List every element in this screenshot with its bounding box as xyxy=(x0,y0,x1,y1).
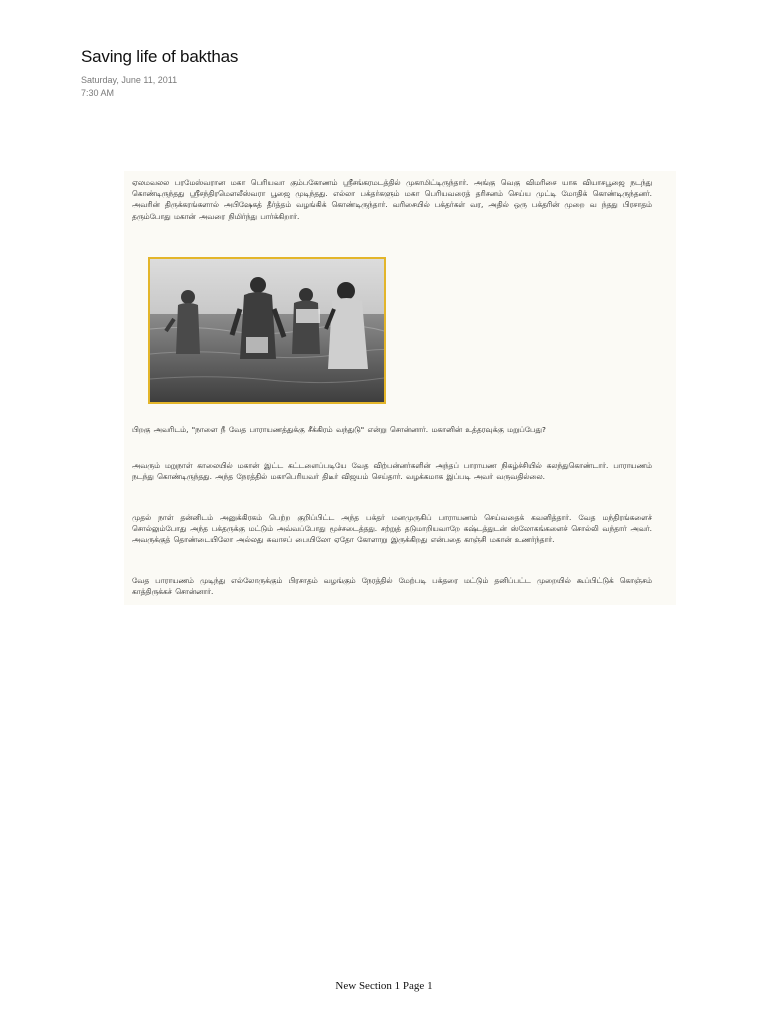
page-time: 7:30 AM xyxy=(81,88,115,98)
article-paragraph-4: முதல் நாள் தன்னிடம் அனுக்கிரகம் பெற்ற குறிப்பிட்ட அந்த பக்தர் மனமுருகிப் பாராயணம் செய்வதைக் கவனித்தார். வேத மந்திரங்களைச் சொல்லும்போது அந்த பக்தருக்கு மட்டும் அவ்வப்போது மூச்சடைத்தது. சற்றுத் தடுமாறியவாறே கஷ்டத்துடன் ஸ்லோகங்களைச் சொல்லி வந்தார் அவர். அவருக்குத் தொண்டையிலோ அல்லது சுவாசப் பையிலோ ஏதோ கோளாறு இருக்கிறது என்பதை காஞ்சி மகான் உணர்ந்தார். xyxy=(132,513,652,545)
page-footer: New Section 1 Page 1 xyxy=(335,980,433,992)
article-paragraph-1: ஏலமவலல பரமேஸ்வரான மகா பெரியவா கும்பகோணம் ஸ்ரீசங்கரமடத்தில் முகாமிட்டிருந்தார். அங்கு வெகு விமரிசை யாக வியாசபூஜை நடந்து கொண்டிருந்தது ஸ்ரீசந்திரமௌலீஸ்வரா பூஜை முடிந்தது. எல்லா பக்தர்களும் மகா பெரியவரைத் தரிசனம் செய்ய முட்டி மோதிக் கொண்டிருந்தனர். அவரின் திருக்கரங்களால் அபிஷேகத் தீர்த்தம் வழங்கிக் கொண்டிருந்தார். வரிசையில் பக்தர்கள் வர, அதில் ஒரு பக்தரின் முறை வ ந்தது பிரசாதம் தரும்போது மகான் அவரை நிமிர்ந்து பார்க்கிறார். xyxy=(132,178,652,221)
article-paragraph-5: வேத பாராயணம் முடிந்து எல்லோருக்கும் பிரசாதம் வழங்கும் நேரத்தில் மேற்படி பக்தரை மட்டும் தனிப்பட்ட முறையில் கூப்பிட்டுக் கொஞ்சம் காத்திருக்கச் சொன்னார். xyxy=(132,576,652,597)
article-scan xyxy=(124,171,676,605)
article-paragraph-2: பிறகு அவரிடம், "நாளை நீ வேத பாராயணத்துக்கு சீக்கிரம் வந்துடு" என்று சொன்னார். மகானின் உத்தரவுக்கு மறுப்பேது? xyxy=(132,425,546,434)
page-title: Saving life of bakthas xyxy=(81,47,239,66)
article-photo xyxy=(148,257,386,404)
page-date: Saturday, June 11, 2011 xyxy=(81,75,178,85)
article-paragraph-3: அவரும் மறுநாள் காலையில் மகான் இட்ட கட்டளைப்படியே வேத விற்பன்னர்களின் அந்தப் பாராயண நிகழ்ச்சியில் கலந்துகொண்டார். பாராயணம் நடந்து கொண்டிருந்தது. அந்த நேரத்தில் மகாபெரியவர் திடீர் விஜயம் செய்தார். வழக்கமாக இப்படி அவர் வருவதில்லை. xyxy=(132,461,652,482)
river-bathing-photo-icon xyxy=(150,259,384,402)
